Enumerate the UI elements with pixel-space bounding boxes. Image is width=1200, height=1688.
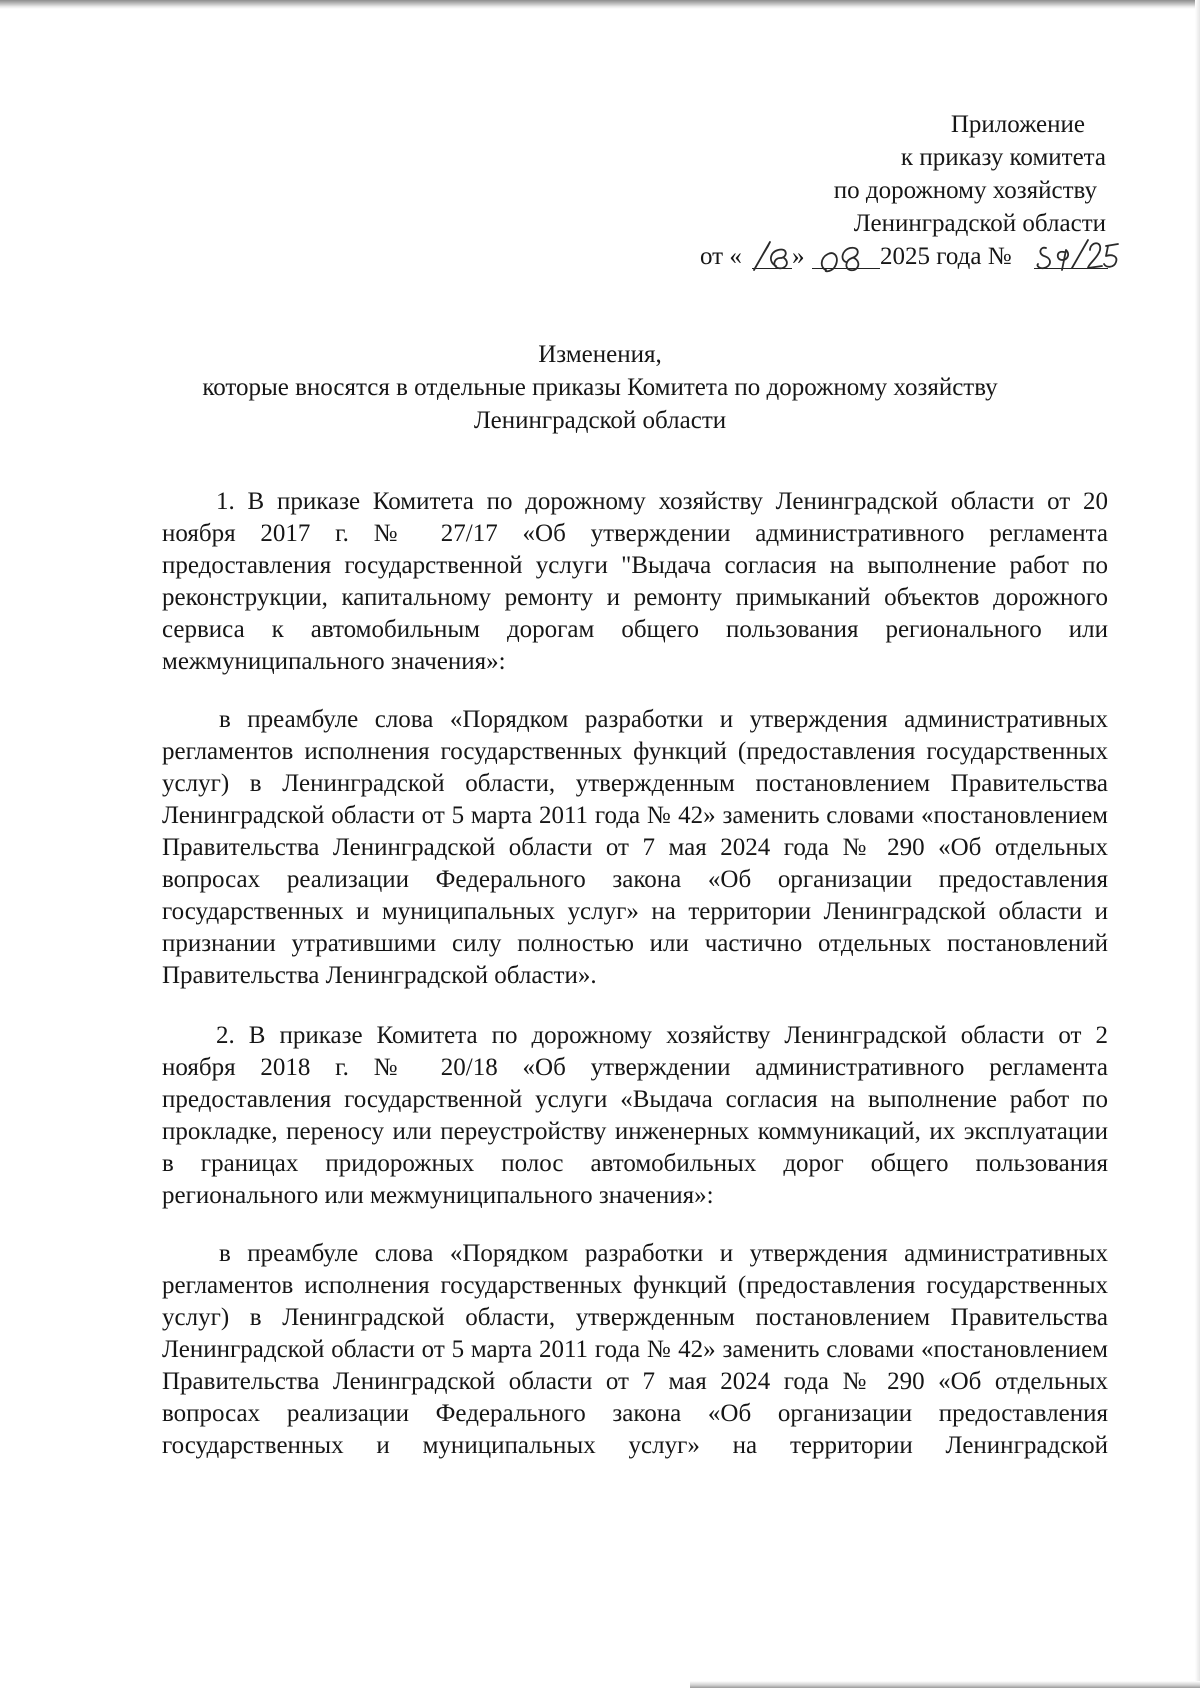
paragraph-2: 2. В приказе Комитета по дорожному хозяйству Ленинградской области от 2 ноября 2018 г. № 20/18 «Об утверждении административного регламента предоставления государственной услуги «Выдача согласия на выполнение работ по прокладке, переносу или переустройству инженерных коммуникаций, их эксплуатации в границах придорожных полос автомобильных дорог общего пользования регионального или межмуниципального значения»: — [162, 1022, 1108, 1209]
title-line-1: Изменения, — [538, 341, 662, 368]
attachment-line-2: к приказу комитета — [900, 144, 1106, 171]
paragraph-1-amendment: в преамбуле слова «Порядком разработки и утверждения административных регламентов исполнения государственных функций (предоставления государственных услуг) в Ленинградской области, утвержденным постановлением Правительства Ленинградской области от 5 марта 2011 года № 42» заменить словами «постановлением Правительства Ленинградской области от 7 мая 2024 года № 290 «Об отдельных вопросах реализации Федерального закона «Об организации предоставления государственных и муниципальных услуг» на территории Ленинградской области и признании утратившими силу полностью или частично отдельных постановлений Правительства Ленинградской области». — [162, 706, 1108, 989]
scan-edge-right — [1195, 0, 1200, 1688]
attachment-line-3: по дорожному хозяйству — [833, 177, 1097, 204]
attachment-line-1: Приложение — [950, 111, 1085, 138]
scan-edge-bottom — [690, 1681, 1200, 1688]
date-year: 2025 года № — [880, 243, 1012, 270]
attachment-header — [600, 108, 1106, 240]
scan-edge-top — [0, 0, 1200, 9]
handwritten-month — [816, 238, 872, 278]
title-line-3: Ленинградской области — [473, 407, 727, 434]
order-date-line — [700, 240, 1120, 280]
handwritten-day — [748, 236, 798, 276]
handwritten-order-number — [1032, 228, 1122, 276]
document-title — [100, 338, 1100, 437]
title-line-2: которые вносятся в отдельные приказы Комитета по дорожному хозяйству — [202, 374, 998, 401]
paragraph-2-amendment: в преамбуле слова «Порядком разработки и утверждения административных регламентов исполнения государственных функций (предоставления государственных услуг) в Ленинградской области, утвержденным постановлением Правительства Ленинградской области от 5 марта 2011 года № 42» заменить словами «постановлением Правительства Ленинградской области от 7 мая 2024 года № 290 «Об отдельных вопросах реализации Федерального закона «Об организации предоставления государственных и муниципальных услуг» на территории Ленинградской — [162, 1240, 1108, 1459]
paragraph-1: 1. В приказе Комитета по дорожному хозяйству Ленинградской области от 20 ноября 2017 г. № 27/17 «Об утверждении административного регламента предоставления государственной услуги "Выдача согласия на выполнение работ по реконструкции, капитальному ремонту и ремонту примыканий объектов дорожного сервиса к автомобильным дорогам общего пользования регионального или межмуниципального значения»: — [162, 488, 1108, 675]
document-body — [162, 486, 1108, 1462]
date-prefix: от « — [700, 243, 742, 270]
attachment-line-4: Ленинградской области — [853, 210, 1106, 237]
date-mid: » — [792, 243, 805, 270]
